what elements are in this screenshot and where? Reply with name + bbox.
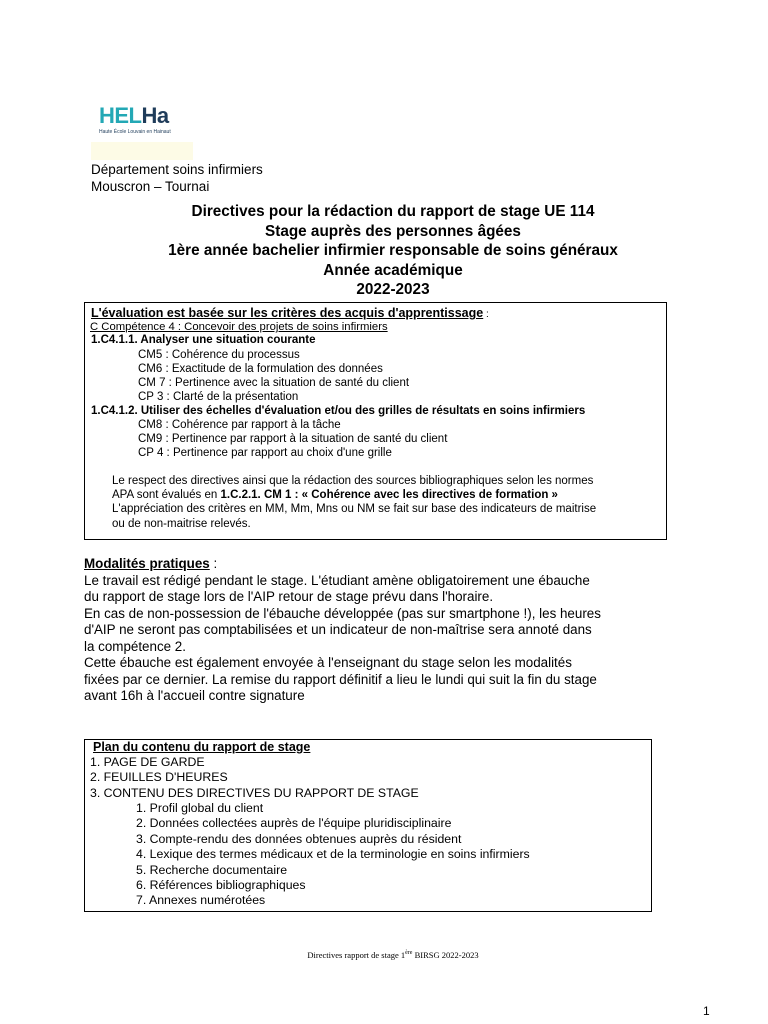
plan-item: 3. CONTENU DES DIRECTIVES DU RAPPORT DE STAGE [90, 786, 419, 800]
title-line: 1ère année bachelier infirmier responsable de soins généraux [168, 242, 618, 259]
evaluation-note-line: ou de non-maitrise relevés. [112, 518, 251, 530]
title-line: Stage auprès des personnes âgées [265, 222, 521, 240]
logo-wordmark: HELHa [99, 103, 169, 128]
page-number: 1 [703, 1004, 710, 1018]
competence-title: C Compétence 4 : Concevoir des projets de soins infirmiers [90, 321, 388, 333]
plan-subitem: 5. Recherche documentaire [136, 863, 288, 877]
criterion-item: CP 4 : Pertinence par rapport au choix d'une grille [138, 447, 392, 459]
plan-item: 1. PAGE DE GARDE [90, 755, 205, 769]
plan-subitem: 1. Profil global du client [136, 801, 264, 815]
modalites-line: d'AIP ne seront pas comptabilisées et un indicateur de non-maîtrise sera annoté dans [84, 622, 592, 637]
criterion-item: CM5 : Cohérence du processus [138, 349, 300, 361]
modalites-section [84, 556, 684, 705]
logo-tagline: Haute École Louvain en Hainaut [99, 129, 171, 135]
plan-subitem: 3. Compte-rendu des données obtenues auprès du résident [136, 832, 462, 846]
evaluation-box [84, 302, 667, 540]
modalites-line: Cette ébauche est également envoyée à l'enseignant du stage selon les modalités [84, 655, 572, 670]
criterion-item: CM9 : Pertinence par rapport à la situation de santé du client [138, 433, 448, 445]
logo-background-band [91, 142, 193, 160]
evaluation-note-line: Le respect des directives ainsi que la rédaction des sources bibliographiques selon les normes [112, 475, 594, 487]
department-block [91, 161, 263, 195]
document-title [0, 202, 768, 300]
title-line: 2022-2023 [356, 281, 430, 298]
modalites-line: la compétence 2. [84, 638, 186, 654]
subcompetence-1: 1.C4.1.1. Analyser une situation courante [91, 334, 316, 346]
evaluation-note-line: APA sont évalués en 1.C.2.1. CM 1 : « Cohérence avec les directives de formation » [112, 489, 558, 501]
evaluation-heading: L'évaluation est basée sur les critères des acquis d'apprentissage : [91, 306, 489, 320]
criterion-item: CP 3 : Clarté de la présentation [138, 391, 299, 403]
plan-subitem: 7. Annexes numérotées [136, 893, 266, 907]
helha-logo [91, 95, 193, 160]
plan-subitem: 6. Références bibliographiques [136, 878, 306, 892]
modalites-line: avant 16h à l'accueil contre signature [84, 688, 305, 703]
plan-subitem: 4. Lexique des termes médicaux et de la terminologie en soins infirmiers [136, 847, 530, 861]
modalites-line: Le travail est rédigé pendant le stage. L'étudiant amène obligatoirement une ébauche [84, 572, 590, 588]
plan-title: Plan du contenu du rapport de stage [93, 740, 311, 754]
subcompetence-2: 1.C4.1.2. Utiliser des échelles d'évaluation et/ou des grilles de résultats en soins infirmiers [91, 405, 586, 417]
evaluation-note-line: L'appréciation des critères en MM, Mm, Mns ou NM se fait sur base des indicateurs de maitrise [112, 503, 597, 515]
title-line: Directives pour la rédaction du rapport de stage UE 114 [191, 203, 595, 220]
plan-box [84, 739, 652, 912]
criterion-item: CM6 : Exactitude de la formulation des données [138, 363, 383, 375]
criterion-item: CM8 : Cohérence par rapport à la tâche [138, 419, 341, 431]
modalites-title: Modalités pratiques : [84, 556, 218, 571]
criterion-item: CM 7 : Pertinence avec la situation de santé du client [138, 377, 410, 389]
modalites-line: du rapport de stage lors de l'AIP retour de stage prévu dans l'horaire. [84, 589, 494, 604]
modalites-line: En cas de non-possession de l'ébauche développée (pas sur smartphone !), les heures [84, 605, 601, 621]
modalites-line: fixées par ce dernier. La remise du rapport définitif a lieu le lundi qui suit la fin du stage [84, 671, 597, 687]
plan-subitem: 2. Données collectées auprès de l'équipe pluridisciplinaire [136, 816, 452, 830]
department-name: Département soins infirmiers [91, 162, 263, 177]
page-footer: Directives rapport de stage 1ère BIRSG 2022-2023 [307, 950, 479, 960]
title-line: Année académique [323, 261, 463, 279]
department-location: Mouscron – Tournai [91, 179, 210, 194]
plan-item: 2. FEUILLES D'HEURES [90, 770, 228, 784]
